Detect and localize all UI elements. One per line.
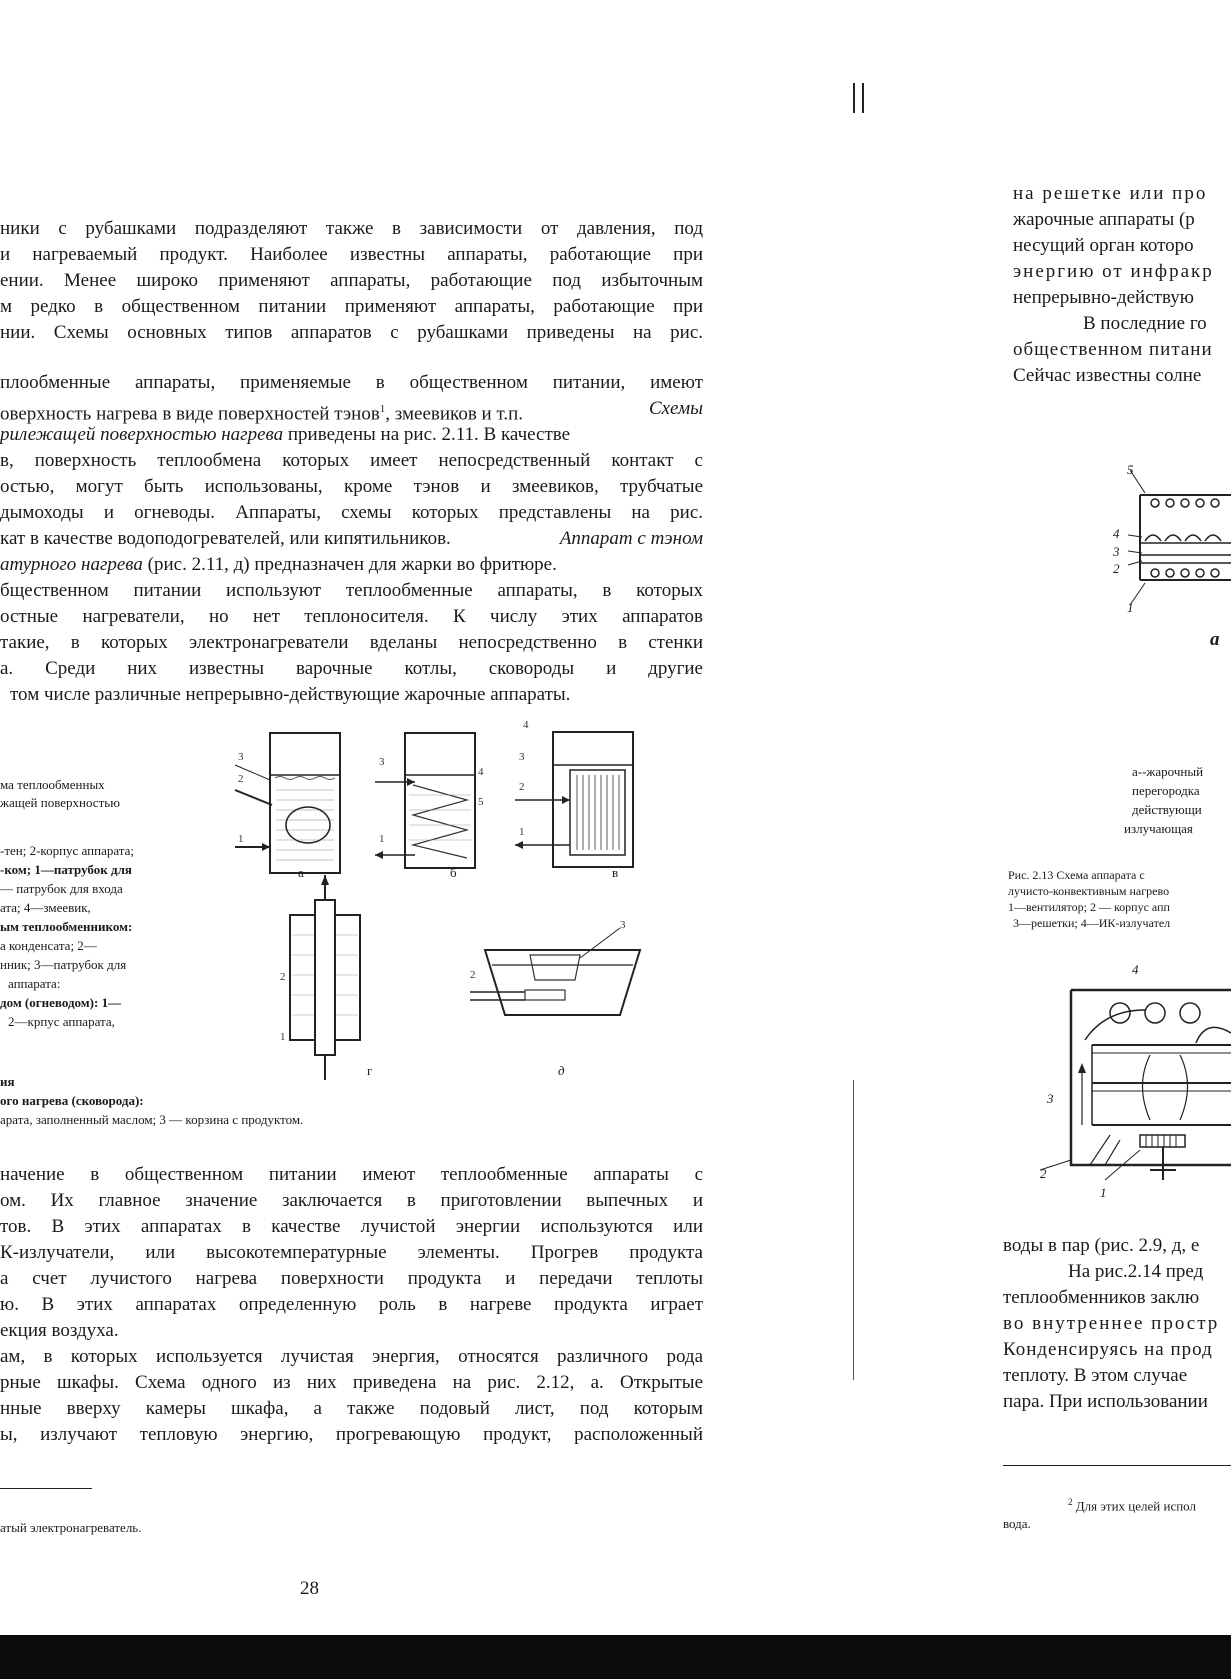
text-line: начение в общественном питании имеют теплообменные аппараты с [0,1164,703,1185]
scan-border [0,1635,1231,1679]
text-line: энергию от инфракр [1013,261,1214,282]
footnote-rule [1003,1465,1231,1466]
figure-2-13 [1030,965,1231,1195]
text-line: воды в пар (рис. 2.9, д, е [1003,1235,1200,1256]
svg-text:1: 1 [238,833,244,845]
gutter-mark [862,83,864,113]
figure-label: г [367,1063,373,1078]
figure-label: а [1210,629,1220,650]
figure-label: 2 [1040,1166,1047,1181]
figure-label: 3 [1047,1091,1054,1106]
text-line: ам, в которых используется лучистая энергия, относятся различного рода [0,1346,703,1367]
svg-text:3: 3 [620,919,626,931]
figure-label: д [558,1063,565,1078]
figure-label: 4 [1132,962,1139,977]
gutter-line [853,1080,854,1380]
svg-text:1: 1 [379,833,385,845]
svg-text:4: 4 [478,766,484,778]
figure-label: 5 [1127,462,1134,477]
text-line: общественном питани [1013,339,1213,360]
svg-text:4: 4 [523,719,529,731]
figure-diagram-b [375,730,505,870]
footnote: $^2$ Для этих целей испол [1068,1497,1196,1514]
svg-text:5: 5 [478,796,484,808]
text-line: остные нагреватели, но нет теплоносителя. К числу этих аппаратов [0,606,703,627]
text-line: дымоходы и огневоды. Аппараты, схемы которых представлены на рис. [0,502,703,523]
text-line: рные шкафы. Схема одного из них приведена на рис. 2.12, а. Открытые [0,1372,703,1393]
text-line: ю. В этих аппаратах определенную роль в нагреве продукта играет [0,1294,703,1315]
svg-text:3: 3 [238,751,244,763]
figure-diagram-v [515,720,655,870]
text-line: ении. Менее широко применяют аппараты, работающие под избыточным [0,270,703,291]
text-line: ом. Их главное значение заключается в приготовлении выпечных и [0,1190,703,1211]
footnote: вода. [1003,1516,1031,1531]
text-line: во внутреннее простр [1003,1313,1220,1334]
page-number: 28 [300,1578,319,1599]
text-line: плообменные аппараты, применяемые в общественном питании, имеют [0,372,703,393]
figure-label: 1 [1100,1185,1107,1200]
text-line: в, поверхность теплообмена которых имеет непосредственный контакт с [0,450,703,471]
text-line: нии. Схемы основных типов аппаратов с рубашками приведены на рис. [0,322,703,343]
text-line: атурного нагрева (рис. 2.11, д) предназначен для жарки во фритюре. [0,554,557,575]
figure-2-12 [1110,455,1231,645]
text-line: теплообменников заклю [1003,1287,1200,1308]
text-line: несущий орган которо [1013,235,1194,256]
svg-text:1: 1 [519,826,525,838]
text-line: Конденсируясь на прод [1003,1339,1213,1360]
text-line: рилежащей поверхностью нагрева приведены на рис. 2.11. В качестве [0,424,571,445]
text-line: на решетке или про [1013,183,1208,204]
text-line: Сейчас известны солне [1013,365,1202,386]
figure-label: 1 [1127,600,1134,615]
text-line: пара. При использовании [1003,1391,1208,1412]
figure-label: а [298,865,304,880]
text-line: а. Среди них известны варочные котлы, сковороды и другие [0,658,703,679]
svg-text:3: 3 [519,751,525,763]
figure-diagram-d [470,920,650,1030]
text-line: жарочные аппараты (р [1013,209,1195,230]
text-line: остью, могут быть использованы, кроме тэнов и змеевиков, трубчатые [0,476,703,497]
text-line: а счет лучистого нагрева поверхности продукта и передачи теплоты [0,1268,703,1289]
text-line: ы, излучают тепловую энергию, прогревающую продукт, расположенный [0,1424,703,1445]
svg-text:2: 2 [470,969,476,981]
svg-text:3: 3 [379,756,385,768]
figure-label: в [612,865,619,880]
svg-text:1: 1 [280,1031,286,1043]
footnote: атый электронагреватель. [0,1520,142,1535]
text-line: бщественном питании используют теплообменные аппараты, в которых [0,580,703,601]
text-line: екция воздуха. [0,1320,119,1341]
text-line: том числе различные непрерывно-действующие жарочные аппараты. [10,684,571,705]
text-line: нные вверху камеры шкафа, а также подовый лист, под которым [0,1398,703,1419]
text-line: и нагреваемый продукт. Наиболее известны аппараты, работающие при [0,244,703,265]
figure-label: 3 [1113,544,1120,559]
figure-diagram-a [230,730,360,880]
svg-text:2: 2 [280,971,286,983]
text-line: непрерывно-действую [1013,287,1194,308]
svg-text:2: 2 [238,773,244,785]
figure-diagram-g [270,875,380,1085]
text-line: оверхность нагрева в виде поверхностей тэнов$^1$, змеевиков и т.п. Схемы [0,398,703,425]
figure-label: б [450,865,457,880]
gutter-mark [853,83,855,113]
svg-text:2: 2 [519,781,525,793]
figure-label: 4 [1113,526,1120,541]
text-line: К-излучатели, или высокотемпературные элементы. Прогрев продукта [0,1242,703,1263]
text-line: тов. В этих аппаратах в качестве лучистой энергии используются или [0,1216,703,1237]
text-line: ники с рубашками подразделяют также в зависимости от давления, под [0,218,703,239]
text-line: В последние го [1083,313,1207,334]
text-line: теплоту. В этом случае [1003,1365,1188,1386]
text-line: такие, в которых электронагреватели вделаны непосредственно в стенки [0,632,703,653]
text-line: м редко в общественном питании применяют аппараты, работающие при [0,296,703,317]
figure-label: 2 [1113,561,1120,576]
text-line: На рис.2.14 пред [1068,1261,1204,1282]
footnote-rule [0,1488,92,1489]
text-line: кат в качестве водоподогревателей, или кипятильников. Аппарат с тэном [0,528,703,549]
